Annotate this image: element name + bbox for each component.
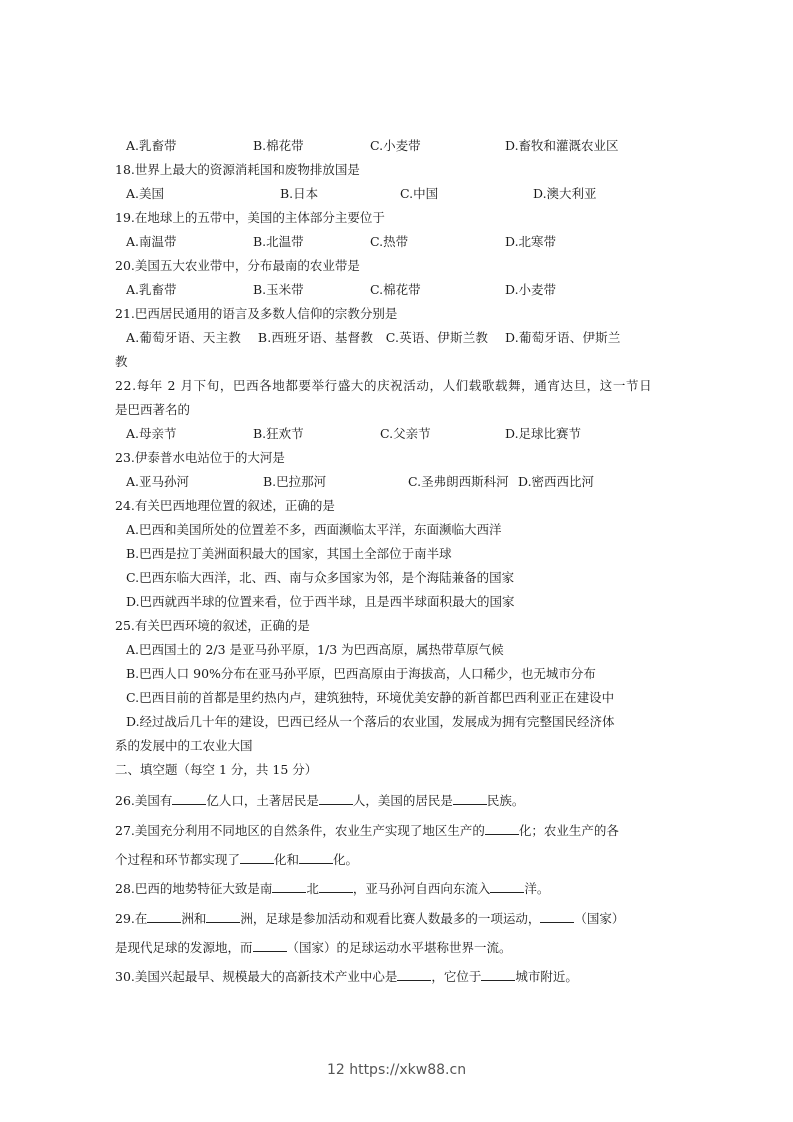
q24-stem: 24.有关巴西地理位置的叙述，正确的是	[115, 498, 335, 513]
q22-option-d: D.足球比赛节	[505, 426, 582, 441]
q29-blank-2[interactable]	[206, 910, 240, 923]
q23-option-d: D.密西西比河	[518, 474, 595, 489]
q29-text-5: 是现代足球的发源地，而	[115, 940, 253, 955]
q26-text-3: 人，美国的居民是	[352, 793, 453, 808]
q18-option-d: D.澳大利亚	[533, 186, 597, 201]
q27-blank-1[interactable]	[485, 822, 519, 835]
q26-blank-2[interactable]	[319, 792, 353, 805]
q17-option-c: C.小麦带	[370, 138, 421, 153]
q25-option-b: B.巴西人口 90%分布在亚马孙平原，巴西高原由于海拔高，人口稀少，也无城市分布	[126, 666, 596, 681]
q23-option-c: C.圣弗朗西斯科河	[408, 474, 509, 489]
q26-text-2: 亿人口，土著居民是	[206, 793, 319, 808]
q22-option-c: C.父亲节	[380, 426, 431, 441]
q20-option-d: D.小麦带	[505, 282, 557, 297]
q29-text-1: 29.在	[115, 911, 148, 926]
q30-text-1: 30.美国兴起最早、规模最大的高新技术产业中心是	[115, 969, 398, 984]
q28-text-3: ，亚马孙河自西向东流入	[352, 881, 491, 896]
q27-text-5: 化。	[333, 852, 359, 867]
q24-option-d: D.巴西就西半球的位置来看，位于西半球，且是西半球面积最大的国家	[126, 594, 515, 609]
q26-blank-3[interactable]	[453, 792, 487, 805]
q17-option-d: D.畜牧和灌溉农业区	[505, 138, 619, 153]
q29-text-4: （国家）	[574, 911, 625, 926]
q30	[115, 968, 578, 985]
q17-option-a: A.乳畜带	[126, 138, 177, 153]
q26	[115, 792, 524, 809]
q22-stem-line2: 是巴西著名的	[115, 402, 191, 417]
q19-stem: 19.在地球上的五带中，美国的主体部分主要位于	[115, 210, 385, 225]
q29-text-6: （国家）的足球运动水平堪称世界一流。	[286, 940, 512, 955]
q29-blank-4[interactable]	[253, 939, 287, 952]
q26-text-4: 民族。	[486, 793, 525, 808]
q29-line1	[115, 910, 624, 927]
q27-text-1: 27.美国充分利用不同地区的自然条件，农业生产实现了地区生产的	[115, 823, 485, 838]
q19-option-c: C.热带	[370, 234, 409, 249]
q24-option-a: A.巴西和美国所处的位置差不多，西面濒临太平洋，东面濒临大西洋	[126, 522, 502, 537]
q22-stem-line1: 22.每年 2 月下旬，巴西各地都要举行盛大的庆祝活动，人们载歌载舞，通宵达旦，这一节日	[115, 378, 653, 393]
q29-blank-3[interactable]	[540, 910, 574, 923]
q27-text-4: 化和	[274, 852, 300, 867]
q30-blank-2[interactable]	[481, 968, 515, 981]
q18-option-a: A.美国	[126, 186, 165, 201]
q18-option-b: B.日本	[280, 186, 319, 201]
q21-options: A.葡萄牙语、天主教 B.西班牙语、基督教 C.英语、伊斯兰教 D.葡萄牙语、伊斯兰	[126, 330, 621, 345]
q24-option-c: C.巴西东临大西洋，北、西、南与众多国家为邻，是个海陆兼备的国家	[126, 570, 515, 585]
q27-text-3: 个过程和环节都实现了	[115, 852, 241, 867]
q29-line2	[115, 939, 512, 956]
q25-option-d-line1: D.经过战后几十年的建设，巴西已经从一个落后的农业国，发展成为拥有完整国民经济体	[126, 714, 615, 729]
q23-stem: 23.伊泰普水电站位于的大河是	[115, 450, 285, 465]
q25-option-a: A.巴西国土的 2/3 是亚马孙平原，1/3 为巴西高原，属热带草原气候	[126, 642, 504, 657]
q28-text-2: 北	[306, 881, 319, 896]
q27-line1	[115, 822, 619, 839]
q21-stem: 21.巴西居民通用的语言及多数人信仰的宗教分别是	[115, 306, 398, 321]
q28-text-1: 28.巴西的地势特征大致是南	[115, 881, 273, 896]
q25-stem: 25.有关巴西环境的叙述，正确的是	[115, 618, 310, 633]
q18-stem: 18.世界上最大的资源消耗国和废物排放国是	[115, 162, 360, 177]
q28-blank-3[interactable]	[490, 880, 524, 893]
q29-text-2: 洲和	[181, 911, 207, 926]
q22-option-b: B.狂欢节	[253, 426, 304, 441]
q30-blank-1[interactable]	[397, 968, 431, 981]
q25-option-c: C.巴西目前的首都是里约热内卢，建筑独特，环境优美安静的新首都巴西利亚正在建设中	[126, 690, 615, 705]
q23-option-b: B.巴拉那河	[263, 474, 327, 489]
q26-text-1: 26.美国有	[115, 793, 173, 808]
section-2-title: 二、填空题（每空 1 分，共 15 分）	[115, 762, 318, 777]
q30-text-3: 城市附近。	[515, 969, 578, 984]
q27-text-2: 化；农业生产的各	[518, 823, 619, 838]
q22-option-a: A.母亲节	[126, 426, 177, 441]
q17-option-b: B.棉花带	[253, 138, 304, 153]
q27-blank-3[interactable]	[299, 851, 333, 864]
q20-option-b: B.玉米带	[253, 282, 304, 297]
q19-option-a: A.南温带	[126, 234, 177, 249]
q29-text-3: 洲，足球是参加活动和观看比赛人数最多的一项运动，	[240, 911, 541, 926]
q20-option-c: C.棉花带	[370, 282, 421, 297]
q28-blank-1[interactable]	[272, 880, 306, 893]
q18-option-c: C.中国	[400, 186, 439, 201]
q30-text-2: ，它位于	[431, 969, 482, 984]
q20-option-a: A.乳畜带	[126, 282, 177, 297]
q26-blank-1[interactable]	[172, 792, 206, 805]
q19-option-b: B.北温带	[253, 234, 304, 249]
q24-option-b: B.巴西是拉丁美洲面积最大的国家，其国土全部位于南半球	[126, 546, 452, 561]
q23-option-a: A.亚马孙河	[126, 474, 190, 489]
q21-options-continued: 教	[115, 354, 128, 369]
page-footer: 12 https://xkw88.cn	[326, 1062, 467, 1078]
q25-option-d-line2: 系的发展中的工农业大国	[115, 738, 253, 753]
q20-stem: 20.美国五大农业带中，分布最南的农业带是	[115, 258, 360, 273]
q28-text-4: 洋。	[524, 881, 550, 896]
q28-blank-2[interactable]	[319, 880, 353, 893]
q29-blank-1[interactable]	[147, 910, 181, 923]
q19-option-d: D.北寒带	[505, 234, 557, 249]
q27-line2	[115, 851, 358, 868]
q27-blank-2[interactable]	[240, 851, 274, 864]
q28	[115, 880, 549, 897]
